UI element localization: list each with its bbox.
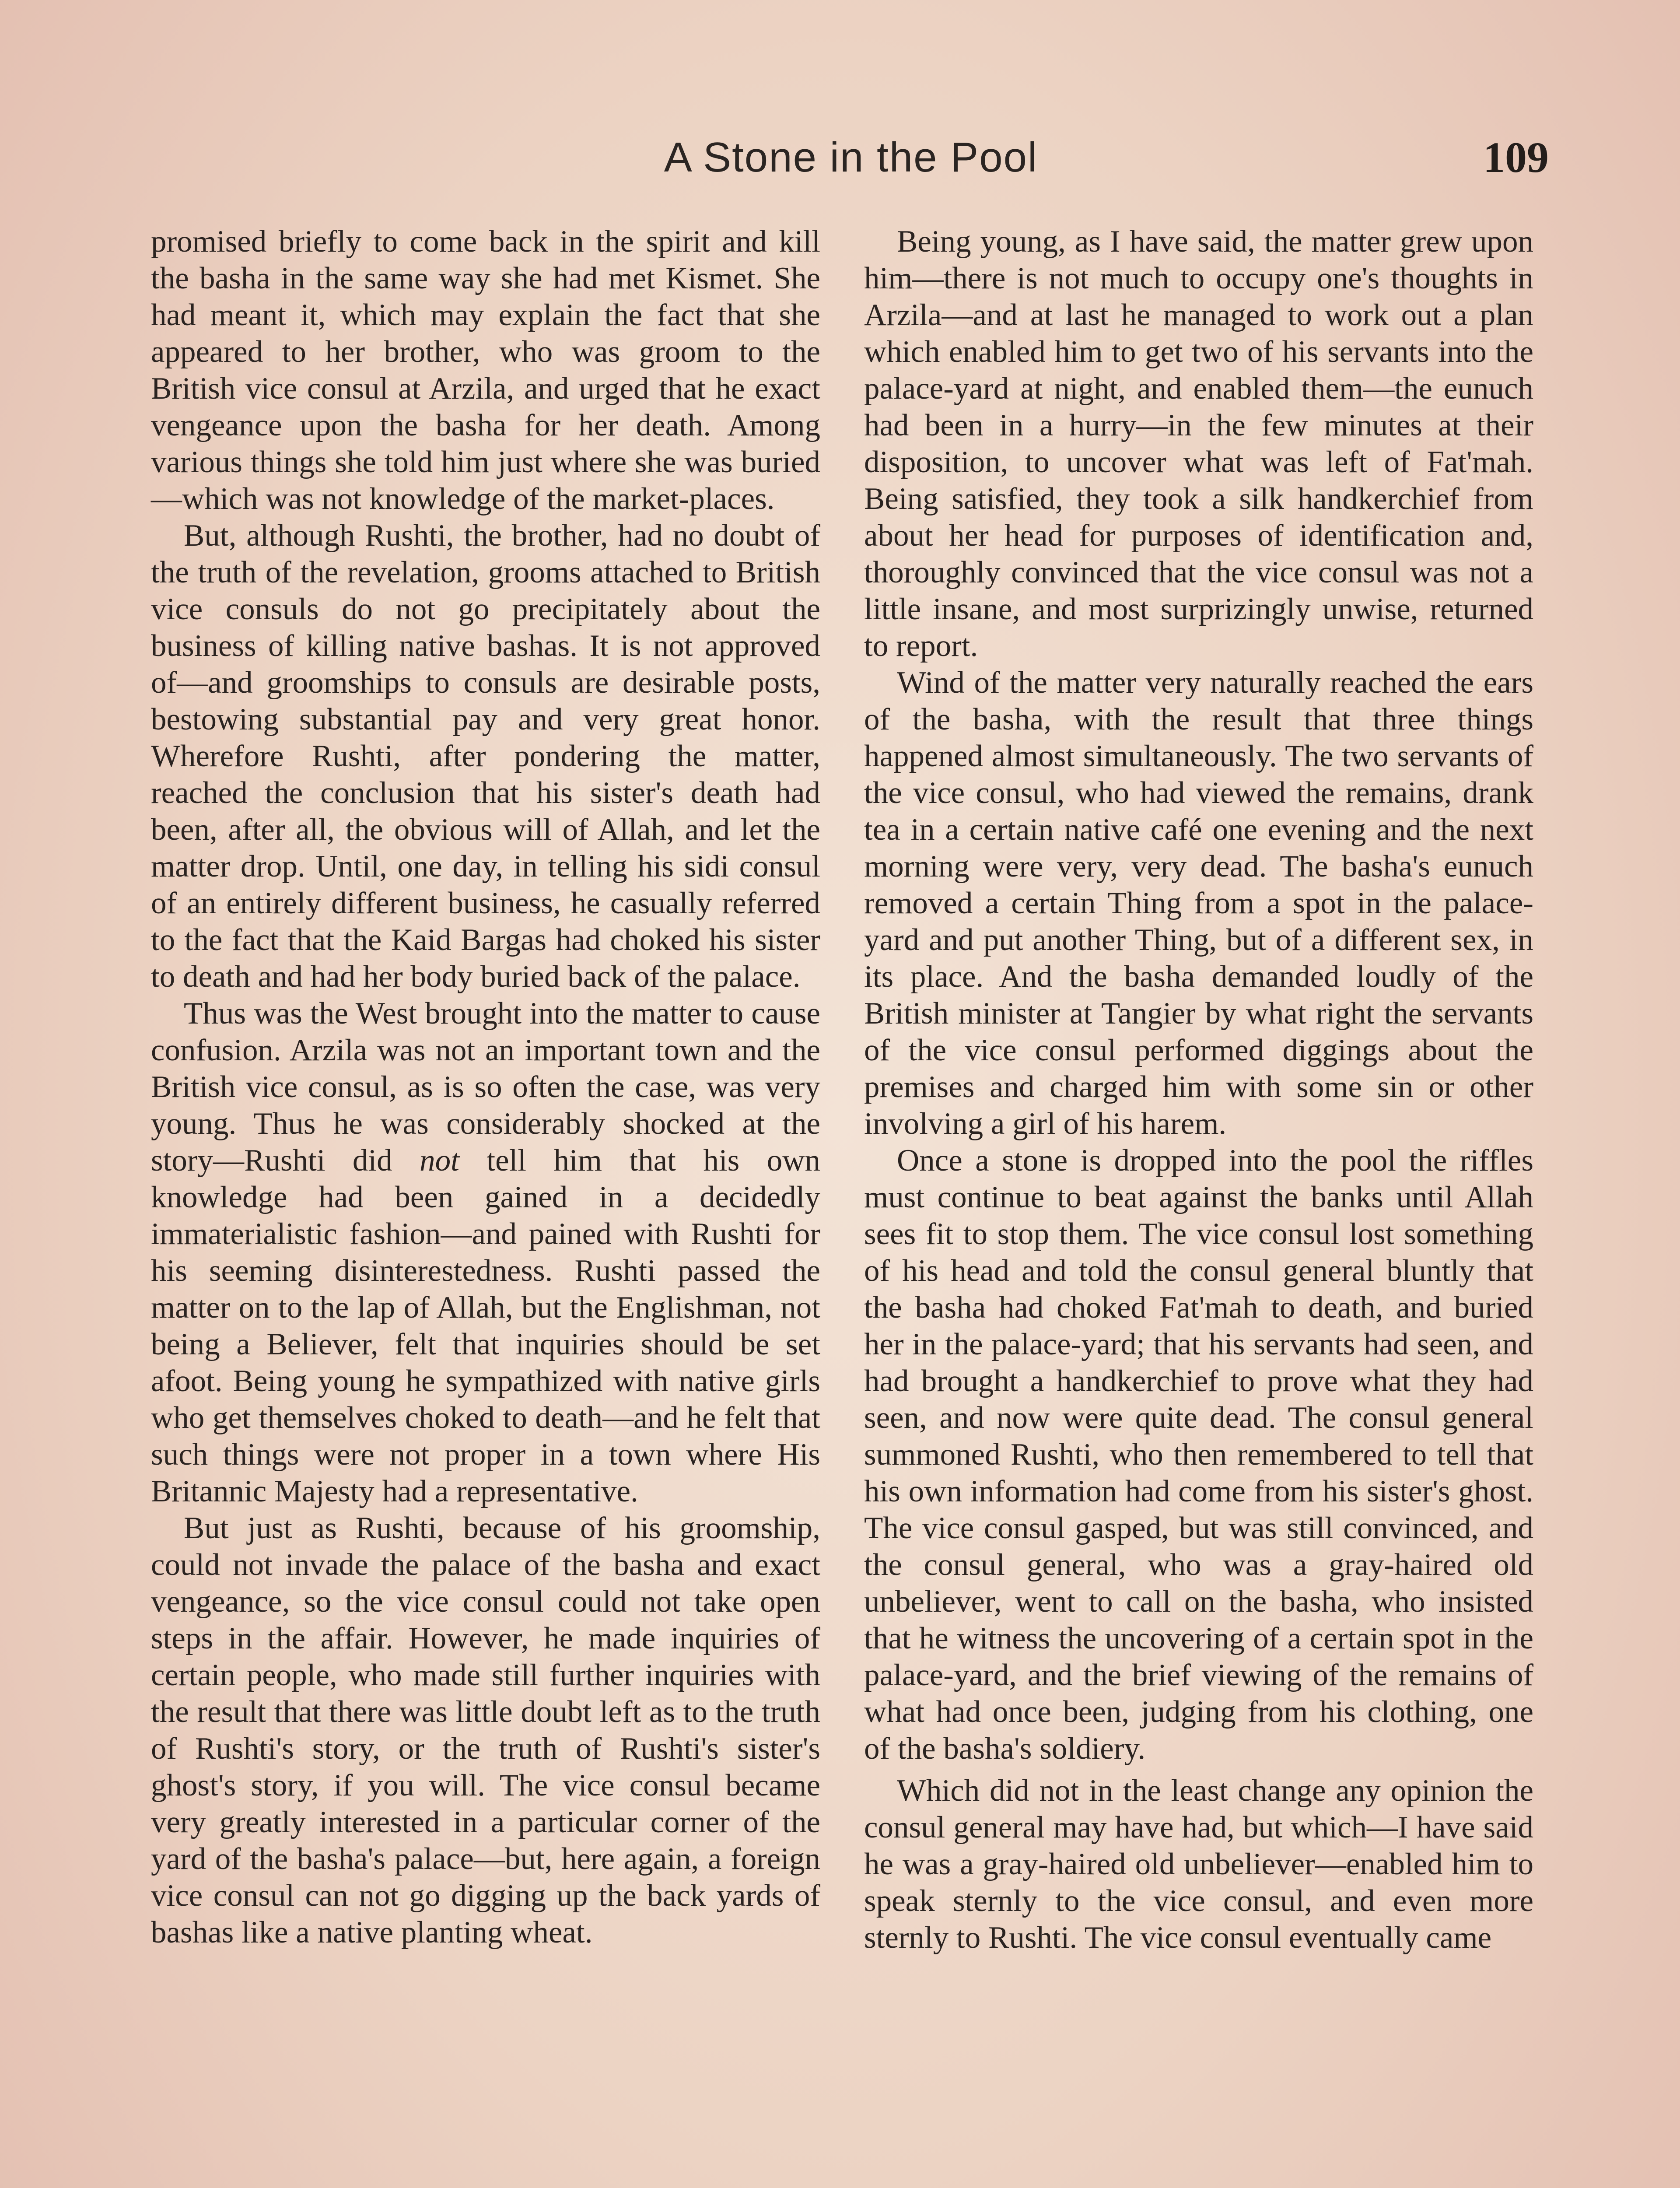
paragraph: promised briefly to come back in the spirit and kill the basha in the same way she had met Kismet. She had meant it, which may explain the fact that she appeared to her brother, who was groom to the British vice consul at Arzila, and urged that he exact vengeance upon the basha for her death. Among various things she told him just where she was buried—which was not knowledge of the market-places. xyxy=(151,224,820,516)
page-header xyxy=(153,131,1549,184)
paragraph xyxy=(151,995,820,1510)
running-title: A Stone in the Pool xyxy=(664,134,1038,181)
left-column xyxy=(151,223,820,1951)
paragraph: But just as Rushti, because of his groomship, could not invade the palace of the basha and exact vengeance, so the vice consul could not take open steps in the affair. However, he made inquiries of certain people, who made still further inquiries with the result that there was little doubt left as to the truth of Rushti's story, or the truth of Rushti's sister's ghost's story, if you will. The vice consul became very greatly interested in a particular corner of the yard of the basha's palace—but, here again, a foreign vice consul can not go digging up the back yards of bashas like a native planting wheat. xyxy=(151,1511,820,1950)
page-number: 109 xyxy=(1483,133,1549,182)
paragraph: Once a stone is dropped into the pool the riffles must continue to beat against the banks until Allah sees fit to stop them. The vice consul lost something of his head and told the consul general bluntly that the basha had choked Fat'mah to death, and buried her in the palace-yard; that his servants had seen, and had brought a handkerchief to prove what they had seen, and now were quite dead. The consul general summoned Rushti, who then remembered to tell that his own information had come from his sister's ghost. The vice consul gasped, but was still convinced, and the consul general, who was a gray-haired old unbeliever, went to call on the basha, who insisted that he witness the uncovering of a certain spot in the palace-yard, and the brief viewing of the remains of what had once been, judging from his clothing, one of the basha's soldiery. xyxy=(864,1143,1533,1766)
right-column xyxy=(864,223,1533,1956)
paragraph: Being young, as I have said, the matter grew upon him—there is not much to occupy one's thoughts in Arzila—and at last he managed to work out a plan which enabled him to get two of his servants into the palace-yard at night, and enabled them—the eunuch had been in a hurry—in the few minutes at their disposition, to uncover what was left of Fat'mah. Being satisfied, they took a silk handkerchief from about her head for purposes of identification and, thoroughly convinced that the vice consul was not a little insane, and most surprizingly unwise, returned to report. xyxy=(864,224,1533,663)
paragraph: Which did not in the least change any opinion the consul general may have had, but which—I have said he was a gray-haired old unbeliever—enabled him to speak sternly to the vice consul, and even more sternly to Rushti. The vice consul eventually came xyxy=(864,1774,1533,1955)
emphasis: not xyxy=(420,1143,459,1178)
paragraph: But, although Rushti, the brother, had no doubt of the truth of the revelation, grooms attached to British vice consuls do not go precipitately about the business of killing native bashas. It is not approved of—and groomships to consuls are desirable posts, bestowing substantial pay and very great honor. Wherefore Rushti, after pondering the matter, reached the conclusion that his sister's death had been, after all, the obvious will of Allah, and let the matter drop. Until, one day, in telling his sidi consul of an entirely different business, he casually referred to the fact that the Kaid Bargas had choked his sister to death and had her body buried back of the palace. xyxy=(151,519,820,994)
text-run: Thus was the West brought into the matter to cause confusion. Arzila was not an important town and the British vice consul, as is so often the case, was very young. Thus he was considerably shocked at the story—Rushti did xyxy=(151,996,820,1178)
text-run: tell him that his own knowledge had been gained in a decidedly immaterialistic fashion—and pained with Rushti for his seeming disinterestedness. Rushti passed the matter on to the lap of Allah, but the Englishman, not being a Believer, felt that inquiries should be set afoot. Being young he sympathized with native girls who get themselves choked to death—and he felt that such things were not proper in a town where His Britannic Majesty had a representative. xyxy=(151,1143,820,1508)
paragraph: Wind of the matter very naturally reached the ears of the basha, with the result that three things happened almost simultaneously. The two servants of the vice consul, who had viewed the remains, drank tea in a certain native café one evening and the next morning were very, very dead. The basha's eunuch removed a certain Thing from a spot in the palace-yard and put another Thing, but of a different sex, in its place. And the basha demanded loudly of the British minister at Tangier by what right the servants of the vice consul performed diggings about the premises and charged him with some sin or other involving a girl of his harem. xyxy=(864,666,1533,1141)
